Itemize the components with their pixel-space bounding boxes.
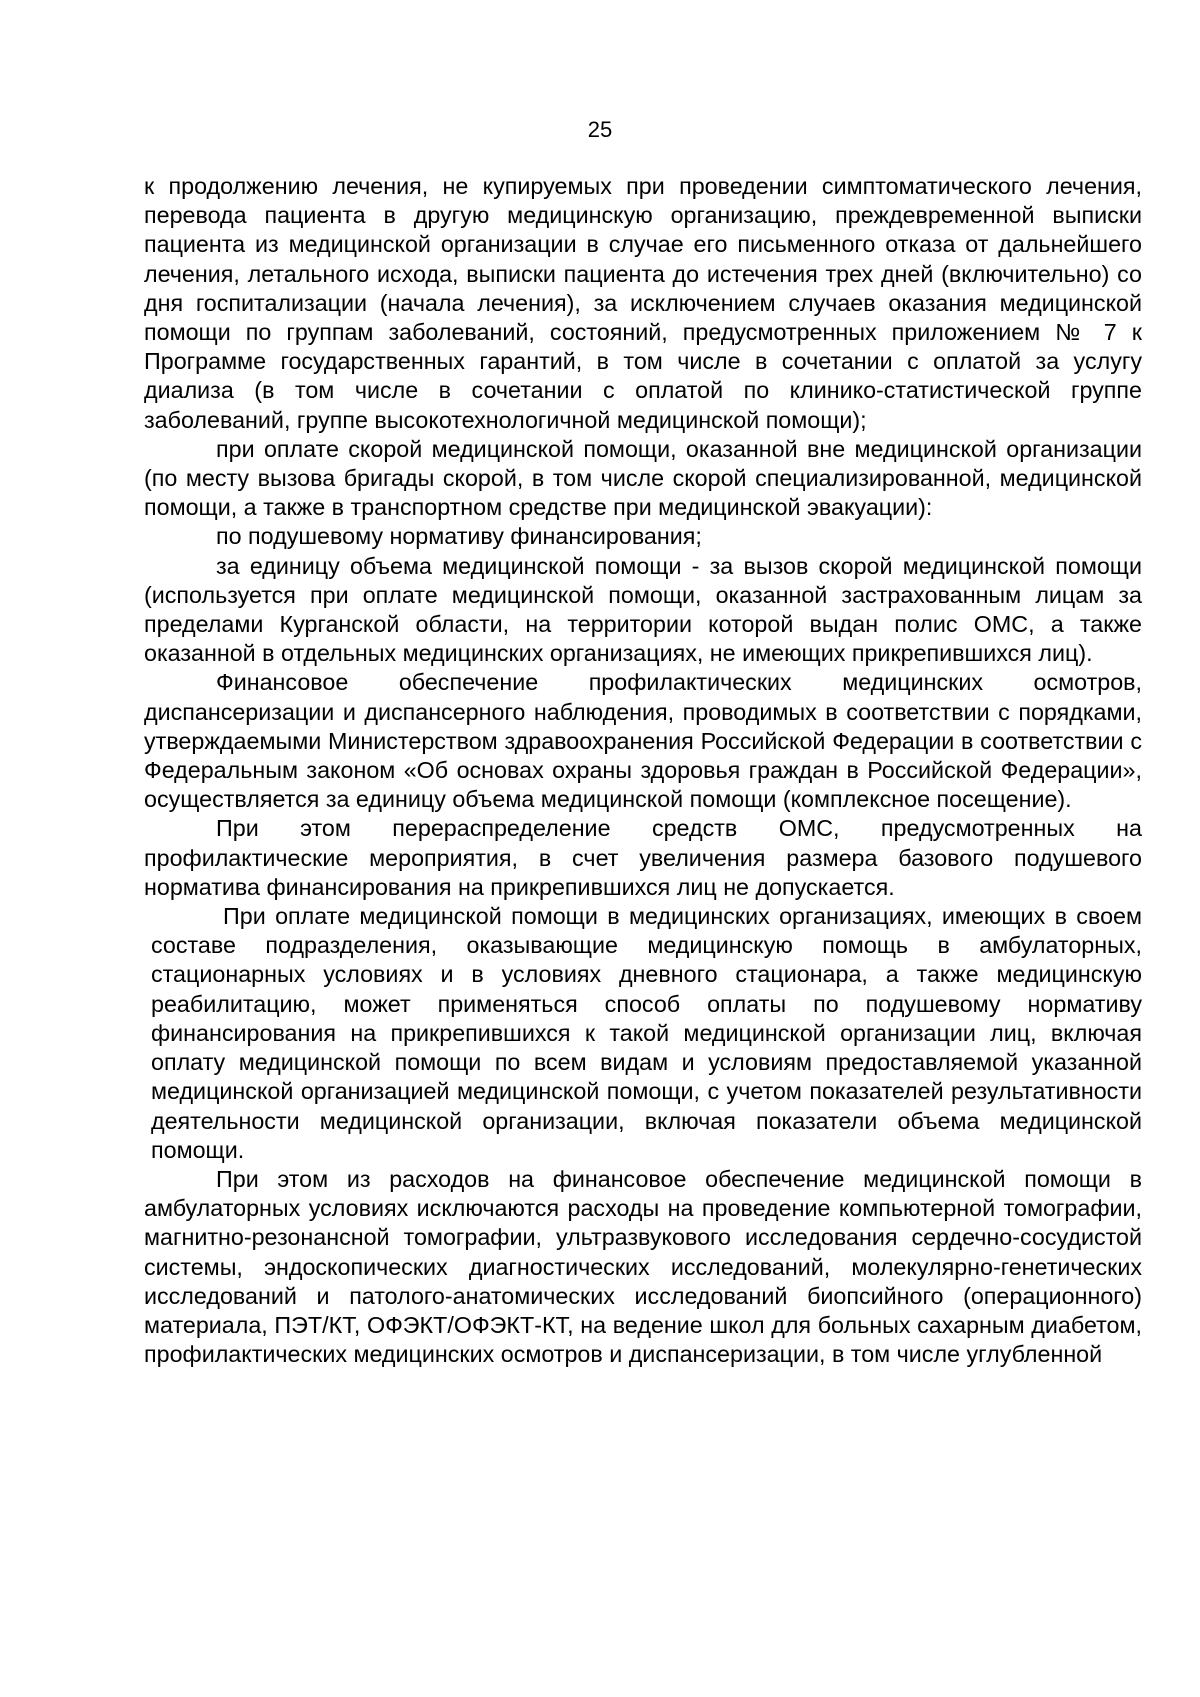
paragraph-preventive-funding: Финансовое обеспечение профилактических медицинских осмотров, диспансеризации и диспансерного наблюдения, проводимых в соответствии с порядками, утверждаемыми Министерством здравоохранения Российской Федерации в соответствии с Федеральным законом «Об основах охраны здоровья граждан в Российской Федерации», осуществляется за единицу объема медицинской помощи (комплексное посещение). [144,669,1142,813]
paragraph-continuation: к продолжению лечения, не купируемых при проведении симптоматического лечения, перевода пациента в другую медицинскую организацию, преждевременной выписки пациента из медицинской организации в случае его письменного отказа от дальнейшего лечения, летального исхода, выписки пациента до истечения трех дней (включительно) со дня госпитализации (начала лечения), за исключением случаев оказания медицинской помощи по группам заболеваний, состояний, предусмотренных приложением № 7 к Программе государственных гарантий, в том числе в сочетании с оплатой за услугу диализа (в том числе в сочетании с оплатой по клинико-статистической группе заболеваний, группе высокотехнологичной медицинской помощи); [144,173,1142,433]
paragraph-ambulance-payment: при оплате скорой медицинской помощи, оказанной вне медицинской организации (по месту вызова бригады скорой, в том числе скорой специализированной, медицинской помощи, а также в транспортном средстве при медицинской эвакуации): [144,435,1142,521]
paragraph-integrated-payment: При оплате медицинской помощи в медицинских организациях, имеющих в своем составе подразделения, оказывающие медицинскую помощь в амбулаторных, стационарных условиях и в условиях дневного стационара, а также медицинскую реабилитацию, может применяться способ оплаты по подушевому нормативу финансирования на прикрепившихся к такой медицинской организации лиц, включая оплату медицинской помощи по всем видам и условиям предоставляемой указанной медицинской организацией медицинской помощи, с учетом показателей результативности деятельности медицинской организации, включая показатели объема медицинской помощи. [151,903,1142,1163]
document-body [144,172,1142,1369]
paragraph-per-unit: за единицу объема медицинской помощи - за вызов скорой медицинской помощи (используется при оплате медицинской помощи, оказанной застрахованным лицам за пределами Курганской области, на территории которой выдан полис ОМС, а также оказанной в отдельных медицинских организациях, не имеющих прикрепившихся лиц). [144,552,1142,667]
paragraph-per-capita: по подушевому нормативу финансирования; [216,523,702,550]
page-number: 25 [587,117,613,142]
paragraph-redistribution: При этом перераспределение средств ОМС, предусмотренных на профилактические мероприятия, в счет увеличения размера базового подушевого норматива финансирования на прикрепившихся лиц не допускается. [144,815,1142,900]
paragraph-exclusions: При этом из расходов на финансовое обеспечение медицинской помощи в амбулаторных условиях исключаются расходы на проведение компьютерной томографии, магнитно-резонансной томографии, ультразвукового исследования сердечно-сосудистой системы, эндоскопических диагностических исследований, молекулярно-генетических исследований и патолого-анатомических исследований биопсийного (операционного) материала, ПЭТ/КТ, ОФЭКТ/ОФЭКТ-КТ, на ведение школ для больных сахарным диабетом, профилактических медицинских осмотров и диспансеризации, в том числе углубленной [144,1165,1142,1368]
